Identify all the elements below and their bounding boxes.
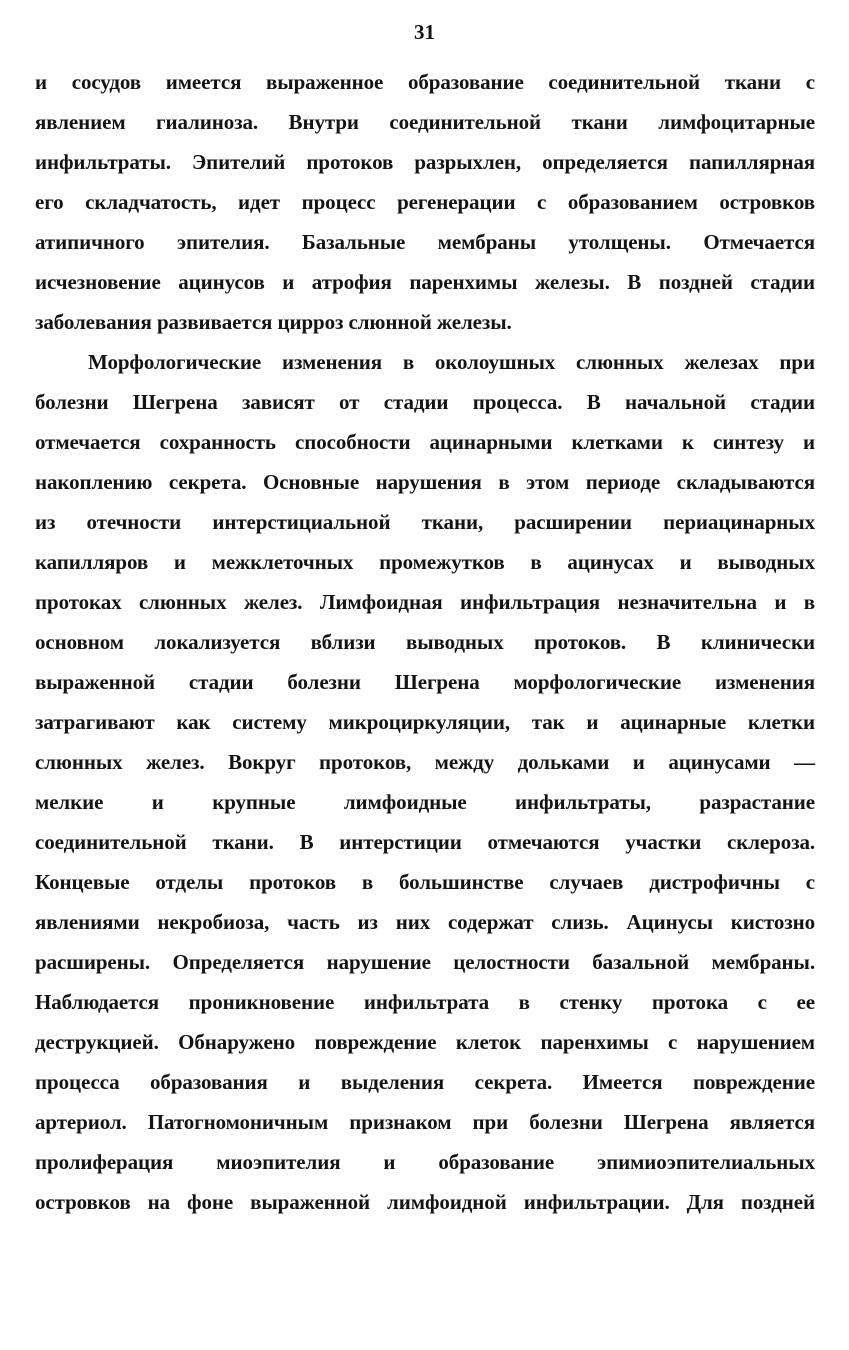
text-line: явлением гиалиноза. Внутри соединительной ткани лимфоцитарные: [35, 110, 815, 134]
text-line: накоплению секрета. Основные нарушения в этом периоде складываются: [35, 470, 815, 494]
text-line: расширены. Определяется нарушение целостности базальной мембраны.: [35, 950, 815, 974]
text-line: пролиферация миоэпителия и образование эпимиоэпителиальных: [35, 1150, 815, 1174]
text-line: инфильтраты. Эпителий протоков разрыхлен, определяется папиллярная: [35, 150, 815, 174]
text-line: заболевания развивается цирроз слюнной железы.: [35, 310, 512, 334]
page-number: 31: [414, 20, 435, 44]
text-line: Морфологические изменения в околоушных слюнных железах при: [88, 350, 815, 374]
text-line: выраженной стадии болезни Шегрена морфологические изменения: [35, 670, 815, 694]
text-line: его складчатость, идет процесс регенерации с образованием островков: [35, 190, 815, 214]
text-line: атипичного эпителия. Базальные мембраны утолщены. Отмечается: [35, 230, 815, 254]
text-line: капилляров и межклеточных промежутков в ацинусах и выводных: [35, 550, 815, 574]
text-line: основном локализуется вблизи выводных протоков. В клинически: [35, 630, 815, 654]
text-line: протоках слюнных желез. Лимфоидная инфильтрация незначительна и в: [35, 590, 815, 614]
text-line: слюнных желез. Вокруг протоков, между дольками и ацинусами —: [35, 750, 815, 774]
text-line: отмечается сохранность способности ацинарными клетками к синтезу и: [35, 430, 815, 454]
text-line: соединительной ткани. В интерстиции отмечаются участки склероза.: [35, 830, 815, 854]
text-line: Наблюдается проникновение инфильтрата в стенку протока с ее: [35, 990, 815, 1014]
text-line: болезни Шегрена зависят от стадии процесса. В начальной стадии: [35, 390, 815, 414]
text-line: артериол. Патогномоничным признаком при болезни Шегрена является: [35, 1110, 815, 1134]
text-line: явлениями некробиоза, часть из них содержат слизь. Ацинусы кистозно: [35, 910, 815, 934]
text-line: и сосудов имеется выраженное образование соединительной ткани с: [35, 70, 815, 94]
text-line: островков на фоне выраженной лимфоидной инфильтрации. Для поздней: [35, 1190, 815, 1214]
text-line: из отечности интерстициальной ткани, расширении периацинарных: [35, 510, 815, 534]
body-text: [35, 62, 815, 1222]
text-line: деструкцией. Обнаружено повреждение клеток паренхимы с нарушением: [35, 1030, 815, 1054]
text-line: исчезновение ацинусов и атрофия паренхимы железы. В поздней стадии: [35, 270, 815, 294]
text-line: мелкие и крупные лимфоидные инфильтраты, разрастание: [35, 790, 815, 814]
text-line: затрагивают как систему микроциркуляции, так и ацинарные клетки: [35, 710, 815, 734]
text-line: Концевые отделы протоков в большинстве случаев дистрофичны с: [35, 870, 815, 894]
text-line: процесса образования и выделения секрета. Имеется повреждение: [35, 1070, 815, 1094]
paragraph-2: [35, 342, 815, 1222]
paragraph-1: [35, 62, 815, 342]
